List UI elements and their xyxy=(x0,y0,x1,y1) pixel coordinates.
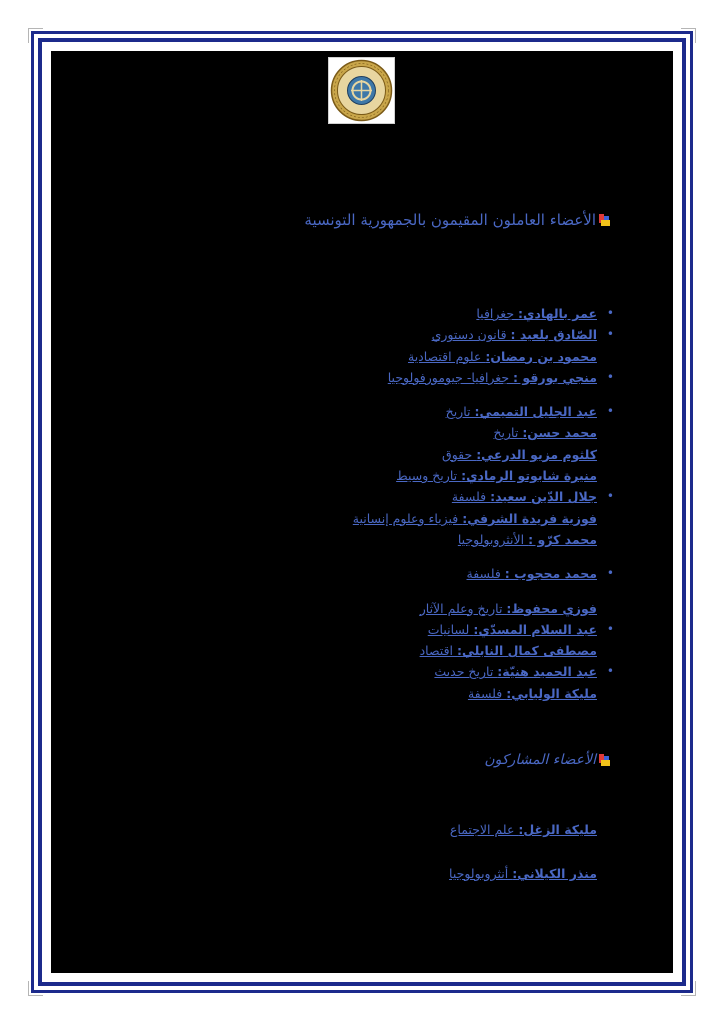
bullet-icon: • xyxy=(606,621,614,636)
member-field-link[interactable]: فلسفة xyxy=(466,566,505,582)
member-name-link[interactable]: محمود بن رمضان: xyxy=(485,348,597,364)
member-entry xyxy=(137,401,614,422)
member-entry xyxy=(137,486,614,507)
resident-members-list xyxy=(137,303,614,704)
bullet-doc-icon xyxy=(598,213,613,228)
document-page xyxy=(51,51,673,973)
bullet-icon: • xyxy=(606,489,614,504)
member-field-link[interactable]: أنثروبولوجيا xyxy=(449,866,513,881)
member-field-link[interactable]: جغرافيا xyxy=(476,306,519,321)
list-spacer xyxy=(137,388,597,401)
heading-associate-members xyxy=(484,752,613,768)
member-entry xyxy=(137,529,597,550)
member-field-link[interactable]: علوم اقتصادية xyxy=(408,348,486,364)
member-entry xyxy=(137,598,597,619)
bullet-icon: • xyxy=(606,306,614,320)
member-name-link[interactable]: عبد الجليل التميمي: xyxy=(474,404,597,420)
heading-resident-members xyxy=(304,211,613,229)
member-field-link[interactable]: تاريخ حديث xyxy=(434,664,498,680)
bullet-icon: • xyxy=(606,664,614,679)
bullet-icon: • xyxy=(606,404,614,419)
member-field-link[interactable]: قانون دستوري xyxy=(431,327,511,343)
member-entry xyxy=(137,683,597,704)
member-name-link[interactable]: مصطفى كمال النابلي: xyxy=(457,643,597,659)
member-name-link[interactable]: فوزية فريدة الشرفي: xyxy=(462,510,597,526)
list-spacer xyxy=(137,585,597,598)
member-field-link[interactable]: فيزياء وعلوم إنسانية xyxy=(352,510,463,526)
member-name-link[interactable]: الصّادق بلعيد : xyxy=(510,327,597,343)
member-name-link[interactable]: منيرة شابوتو الرمادي: xyxy=(461,468,597,484)
member-name-link[interactable]: محمد حسن: xyxy=(522,425,597,441)
member-name-link[interactable]: كلثوم مزيو الدرعي: xyxy=(476,446,597,462)
member-entry xyxy=(137,640,597,661)
member-field-link[interactable]: تاريخ xyxy=(445,404,475,420)
member-field-link[interactable]: تاريخ وعلم الآثار xyxy=(419,600,507,616)
member-entry xyxy=(137,465,597,486)
member-field-link[interactable]: علم الاجتماع xyxy=(449,822,519,837)
member-field-link[interactable]: الأنثروبولوجيا xyxy=(457,531,529,547)
member-field-link[interactable]: فلسفة xyxy=(467,685,507,701)
member-name-link[interactable]: مليكة الوليابي: xyxy=(506,685,597,701)
member-field-link[interactable]: لسانيات xyxy=(427,621,474,637)
member-name-link[interactable]: عبد الحميد هنيّة: xyxy=(497,664,597,680)
member-entry xyxy=(137,303,614,324)
member-entry xyxy=(137,508,597,529)
bullet-icon: • xyxy=(606,369,614,384)
associate-members-list xyxy=(137,819,597,907)
member-entry xyxy=(137,444,597,465)
member-field-link[interactable]: جغرافيا- جيومورفولوجيا xyxy=(387,369,514,385)
bullet-doc-icon xyxy=(598,753,613,768)
member-name-link[interactable]: منذر الكيلاني: xyxy=(512,866,597,881)
member-field-link[interactable]: فلسفة xyxy=(451,489,491,505)
member-entry xyxy=(137,863,597,907)
member-entry xyxy=(137,661,614,682)
member-field-link[interactable]: حقوق xyxy=(442,446,477,462)
heading-resident-members-text: الأعضاء العاملون المقيمون بالجمهورية التونسية xyxy=(304,211,596,229)
member-entry xyxy=(137,422,597,443)
member-name-link[interactable]: جلال الدّين سعيد: xyxy=(490,489,597,505)
list-spacer xyxy=(137,550,597,563)
member-name-link[interactable]: مليكة الزغل: xyxy=(518,822,597,837)
bullet-icon: • xyxy=(606,566,614,581)
bullet-icon: • xyxy=(606,327,614,342)
member-name-link[interactable]: منجي بورقو : xyxy=(513,369,597,385)
member-entry xyxy=(137,619,614,640)
heading-associate-members-text: الأعضاء المشاركون xyxy=(484,752,596,768)
member-field-link[interactable]: اقتصاد xyxy=(419,643,458,659)
member-name-link[interactable]: فوزي محفوظ: xyxy=(506,600,597,616)
member-entry xyxy=(137,819,597,863)
member-name-link[interactable]: محمد كرّو : xyxy=(528,531,597,547)
member-entry xyxy=(137,346,597,367)
member-entry xyxy=(137,563,614,584)
member-field-link[interactable]: تاريخ وسيط xyxy=(396,468,462,484)
member-name-link[interactable]: عمر بالهادي: xyxy=(518,306,597,321)
member-name-link[interactable]: محمد محجوب : xyxy=(504,566,597,582)
member-name-link[interactable]: عبد السلام المسدّي: xyxy=(473,621,597,637)
member-entry xyxy=(137,324,614,345)
member-field-link[interactable]: تاريخ xyxy=(493,425,523,441)
member-entry xyxy=(137,367,614,388)
